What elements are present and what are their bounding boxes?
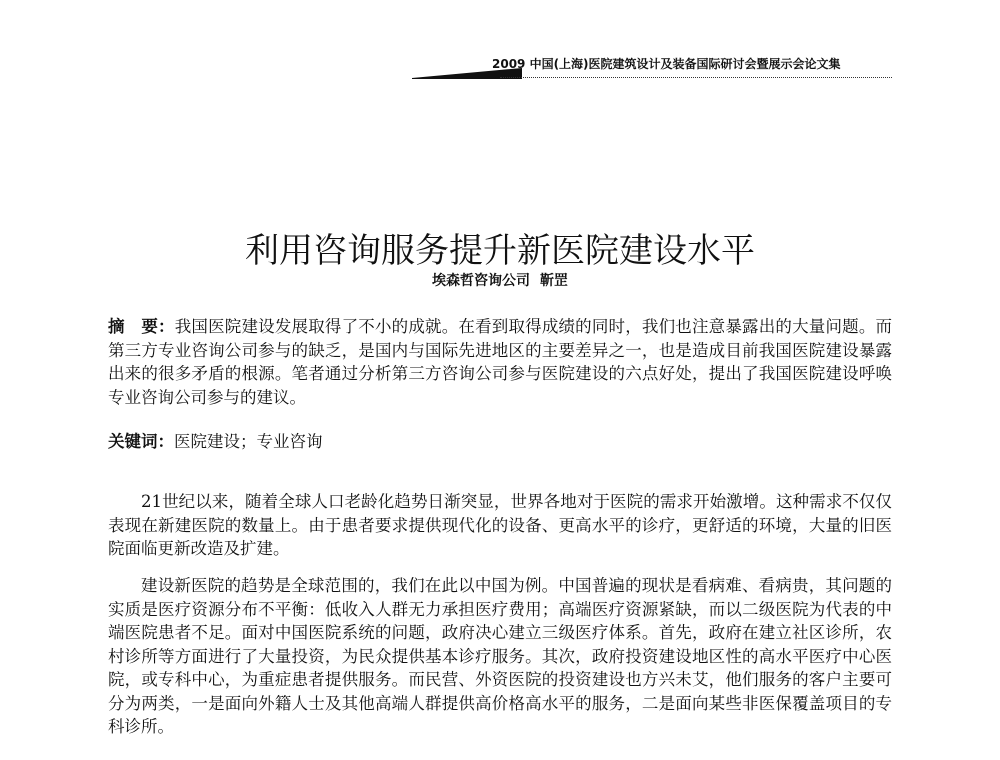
running-header [0,0,1000,90]
header-dotted-rule [500,77,892,78]
keywords-text: 医院建设；专业咨询 [174,432,323,451]
keywords [108,430,892,454]
keywords-label: 关键词： [108,432,174,451]
article-title: 利用咨询服务提升新医院建设水平 [245,230,755,271]
byline [0,270,1000,290]
abstract-text: 我国医院建设发展取得了不小的成就。在看到取得成绩的同时，我们也注意暴露出的大量问题。而第三方专业咨询公司参与的缺乏，是国内与国际先进地区的主要差异之一，也是造成目前我国医院建设暴露出来的很多矛盾的根源。笔者通过分析第三方咨询公司参与医院建设的六点好处，提出了我国医院建设呼唤专业咨询公司参与的建议。 [108,317,893,407]
author-name: 靳罡 [540,273,568,289]
author-organization: 埃森哲咨询公司 [432,273,530,289]
running-header-title: 2009 中国(上海)医院建筑设计及装备国际研讨会暨展示会论文集 [492,57,841,71]
body-paragraph: 21世纪以来，随着全球人口老龄化趋势日渐突显，世界各地对于医院的需求开始激增。这种需求不仅仅表现在新建医院的数量上。由于患者要求提供现代化的设备、更高水平的诊疗，更舒适的环境，大量的旧医院面临更新改造及扩建。 [108,492,892,558]
abstract-label: 摘 要： [108,317,175,336]
abstract [108,315,892,409]
body-paragraph: 建设新医院的趋势是全球范围的，我们在此以中国为例。中国普遍的现状是看病难、看病贵，其问题的实质是医疗资源分布不平衡：低收入人群无力承担医疗费用；高端医疗资源紧缺，而以二级医院为代表的中端医院患者不足。面对中国医院系统的问题，政府决心建立三级医疗体系。首先，政府在建立社区诊所，农村诊所等方面进行了大量投资，为民众提供基本诊疗服务。其次，政府投资建设地区性的高水平医疗中心医院，或专科中心，为重症患者提供服务。而民营、外资医院的投资建设也方兴未艾，他们服务的客户主要可分为两类，一是面向外籍人士及其他高端人群提供高价格高水平的服务，二是面向某些非医保覆盖项目的专科诊所。 [108,576,892,736]
